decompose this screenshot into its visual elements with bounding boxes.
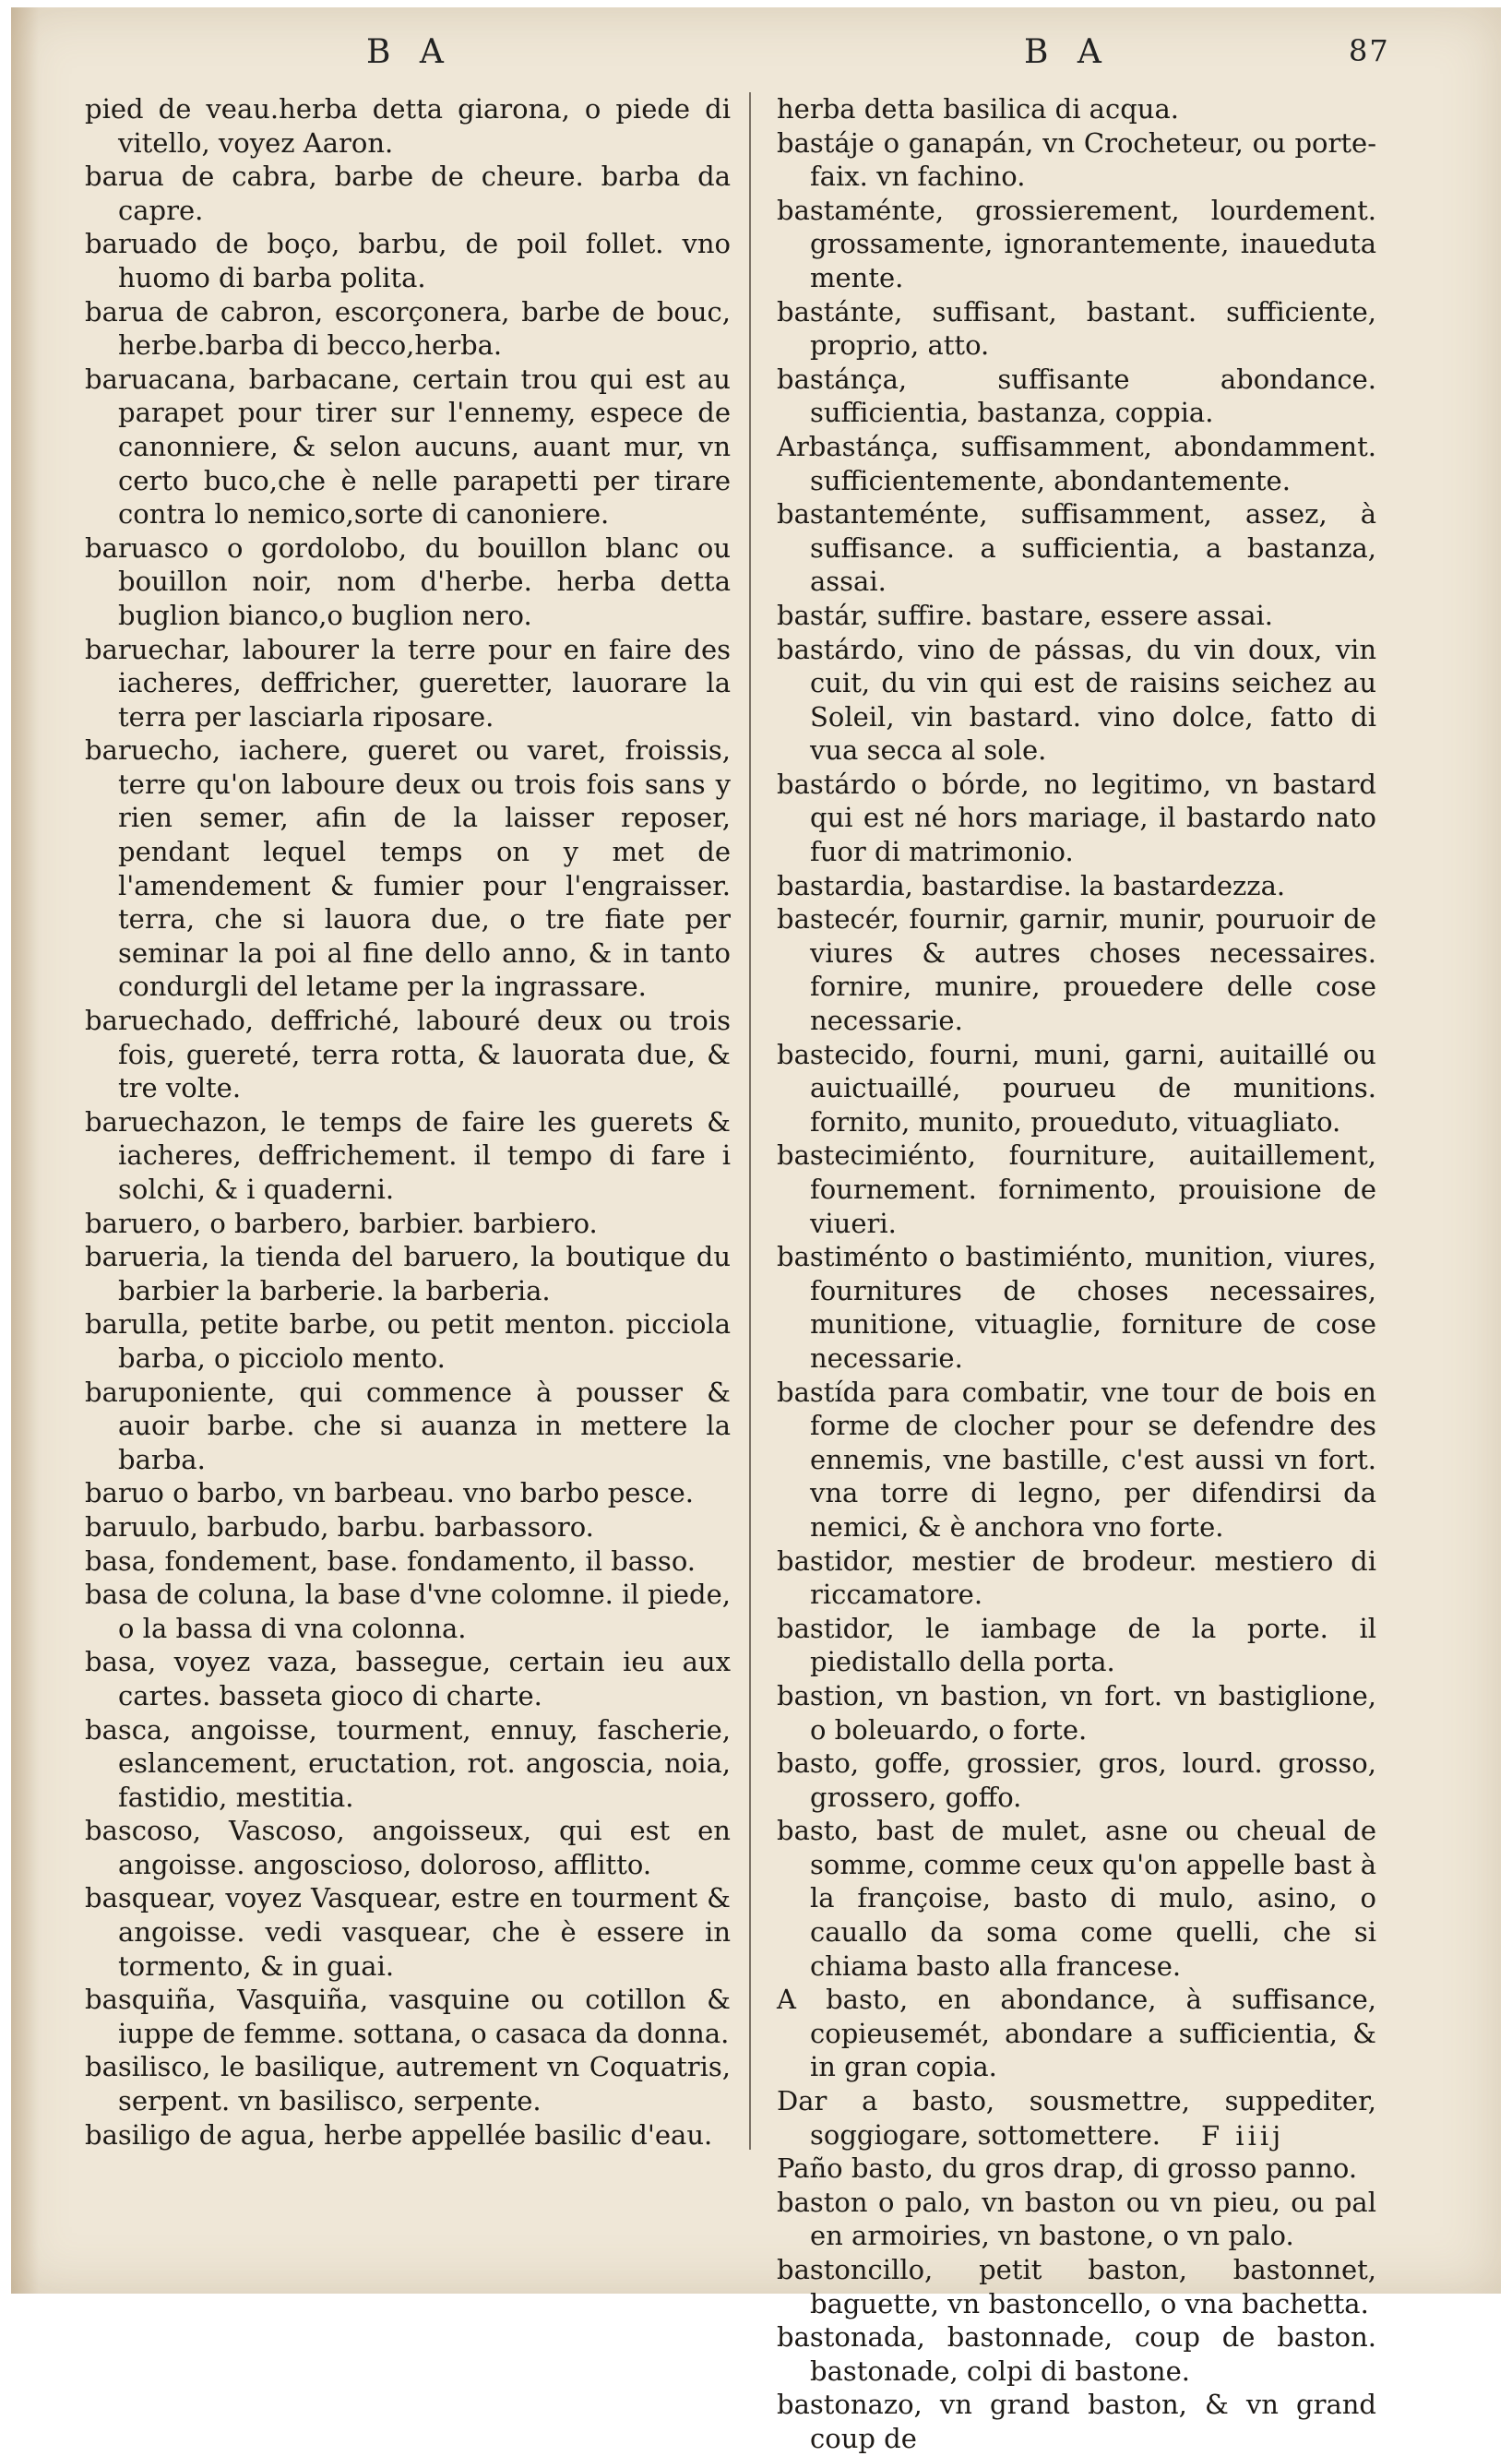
entry: baruechado, deffriché, labouré deux ou trois fois, guereté, terra rotta, & lauorata due, & tre volte. — [85, 1005, 731, 1104]
entry: basquear, voyez Vasquear, estre en tourment & angoisse. vedi vasquear, che è essere in tormento, & in guai. — [85, 1882, 731, 1982]
entry: bastecido, fourni, muni, garni, auitaillé ou auictuaillé, pourueu de munitions. fornito, munito, proueduto, vituagliato. — [777, 1038, 1376, 1138]
entry: bastonazo, vn grand baston, & vn grand coup de — [777, 2389, 1376, 2454]
entry: basto, bast de mulet, asne ou cheual de somme, comme ceux qu'on appelle bast à la françoise, basto di mulo, asino, o cauallo da soma come quelli, che si chiama basto alla francese. — [777, 1815, 1376, 1982]
entry: basquiña, Vasquiña, vasquine ou cotillon & iuppe de femme. sottana, o casaca da donna. — [85, 1984, 731, 2049]
entry: baruado de boço, barbu, de poil follet. vno huomo di barba polita. — [85, 228, 731, 293]
entry: bastecimiénto, fourniture, auitaillement, fournement. fornimento, prouisione de viueri. — [777, 1139, 1376, 1239]
entry: basa, fondement, base. fondamento, il basso. — [85, 1544, 696, 1577]
column-divider — [749, 92, 751, 2150]
entry: baruo o barbo, vn barbeau. vno barbo pesce. — [85, 1477, 694, 1509]
entry: bastardia, bastardise. la bastardezza. — [777, 869, 1286, 901]
entry: bastiménto o bastimiénto, munition, viures, fournitures de choses necessaires, munitione, vituaglie, forniture de cose necessarie. — [777, 1241, 1376, 1374]
entry: baruechazon, le temps de faire les guerets & iacheres, deffrichement. il tempo di fare i solchi, & i quaderni. — [85, 1105, 731, 1205]
entry: Dar a basto, sousmettre, suppediter, soggiogare, sottomettere. — [777, 2085, 1376, 2151]
entry: bastoncillo, petit baston, bastonnet, baguette, vn bastoncello, o vna bachetta. — [777, 2254, 1376, 2319]
entry: basca, angoisse, tourment, ennuy, fascherie, eslancement, eructation, rot. angoscia, noia, fastidio, mestitia. — [85, 1713, 731, 1813]
left-column — [85, 92, 731, 2152]
entry: herba detta basilica di acqua. — [777, 93, 1179, 125]
entry: bastáje o ganapán, vn Crocheteur, ou porte-faix. vn fachino. — [777, 126, 1376, 193]
entry: baruulo, barbudo, barbu. barbassoro. — [85, 1510, 594, 1543]
dictionary-page — [11, 7, 1501, 2454]
entry: bastaménte, grossierement, lourdement. grossamente, ignorantemente, inaueduta mente. — [777, 194, 1376, 293]
entry: barua de cabron, escorçonera, barbe de bouc, herbe.barba di becco,herba. — [85, 295, 731, 362]
entry: basiligo de agua, herbe appellée basilic d'eau. — [85, 2118, 713, 2151]
entry: A basto, en abondance, à suffisance, copieusemét, abondare a sufficientia, & in gran copia. — [777, 1984, 1376, 2083]
entry: Arbastánça, suffisamment, abondamment. sufficientemente, abondantemente. — [777, 430, 1376, 496]
entry: baruecho, iachere, gueret ou varet, froissis, terre qu'on laboure deux ou trois fois sans y rien semer, afin de la laisser reposer, pendant lequel temps on y met de l'amendement & fumier pour l'engraisser. terra, che si lauora due, o tre fiate per seminar la poi al fine dello anno, & in tanto condurgli del letame per la ingrassare. — [85, 734, 731, 1003]
entry: bastída para combatir, vne tour de bois en forme de clocher pour se defendre des ennemis, vne bastille, c'est aussi vn fort. vna torre di legno, per difendirsi da nemici, & è anchora vno forte. — [777, 1376, 1376, 1543]
entry: basa, voyez vaza, bassegue, certain ieu aux cartes. basseta gioco di charte. — [85, 1646, 731, 1711]
entry: bastárdo, vino de pássas, du vin doux, vin cuit, du vin qui est de raisins seichez au Soleil, vin bastard. vino dolce, fatto di vua secca al sole. — [777, 633, 1376, 767]
entry: baruponiente, qui commence à pousser & auoir barbe. che si auanza in mettere la barba. — [85, 1376, 731, 1475]
entry: bastidor, mestier de brodeur. mestiero di riccamatore. — [777, 1544, 1376, 1611]
entry: baruacana, barbacane, certain trou qui est au parapet pour tirer sur l'ennemy, espece de canonniere, & selon aucuns, auant mur, vn certo buco,che è nelle parapetti per tirare contra lo nemico,sorte di canoniere. — [85, 363, 731, 531]
entry: basto, goffe, grossier, gros, lourd. grosso, grossero, goffo. — [777, 1747, 1376, 1813]
entry: bastion, vn bastion, vn fort. vn bastiglione, o boleuardo, o forte. — [777, 1679, 1376, 1746]
entry: barueria, la tienda del baruero, la boutique du barbier la barberie. la barberia. — [85, 1241, 731, 1306]
header-left-letters: B A — [366, 33, 453, 71]
entry: basilisco, le basilique, autrement vn Coquatris, serpent. vn basilisco, serpente. — [85, 2051, 731, 2117]
entry: bastonada, bastonnade, coup de baston. bastonade, colpi di bastone. — [777, 2321, 1376, 2387]
entry: bastánça, suffisante abondance. sufficientia, bastanza, coppia. — [777, 363, 1376, 429]
right-column — [777, 92, 1376, 2456]
entry: bascoso, Vascoso, angoisseux, qui est en angoisse. angoscioso, doloroso, afflitto. — [85, 1815, 731, 1880]
entry: bastár, suffire. bastare, essere assai. — [777, 599, 1274, 631]
entry: Paño basto, du gros drap, di grosso panno. — [777, 2152, 1358, 2185]
entry: baruero, o barbero, barbier. barbiero. — [85, 1207, 598, 1239]
entry: baruasco o gordolobo, du bouillon blanc ou bouillon noir, nom d'herbe. herba detta buglion bianco,o buglion nero. — [85, 531, 731, 631]
catchword-signature: F iiij — [1201, 2120, 1285, 2152]
entry: bastánte, suffisant, bastant. sufficiente, proprio, atto. — [777, 295, 1376, 362]
entry: bastanteménte, suffisamment, assez, à suffisance. a sufficientia, a bastanza, assai. — [777, 498, 1376, 598]
header-right-letters: B A — [1024, 33, 1111, 71]
entry: bastárdo o bórde, no legitimo, vn bastard qui est né hors mariage, il bastardo nato fuor di matrimonio. — [777, 768, 1376, 868]
entry: barua de cabra, barbe de cheure. barba da capre. — [85, 161, 731, 226]
entry: bastecér, fournir, garnir, munir, pouruoir de viures & autres choses necessaires. fornire, munire, prouedere delle cose necessarie. — [777, 903, 1376, 1037]
entry: pied de veau.herba detta giarona, o piede di vitello, voyez Aaron. — [85, 93, 731, 159]
entry: basa de coluna, la base d'vne colomne. il piede, o la bassa di vna colonna. — [85, 1579, 731, 1644]
entry: baston o palo, vn baston ou vn pieu, ou pal en armoiries, vn bastone, o vn palo. — [777, 2186, 1376, 2252]
entry: bastidor, le iambage de la porte. il piedistallo della porta. — [777, 1612, 1376, 1678]
entry: barulla, petite barbe, ou petit menton. picciola barba, o picciolo mento. — [85, 1308, 731, 1374]
running-header — [11, 33, 1501, 89]
page-number: 87 — [1349, 33, 1390, 68]
entry: baruechar, labourer la terre pour en faire des iacheres, deffricher, gueretter, lauorare la terra per lasciarla riposare. — [85, 633, 731, 733]
page-edge-shadow — [11, 7, 39, 2294]
